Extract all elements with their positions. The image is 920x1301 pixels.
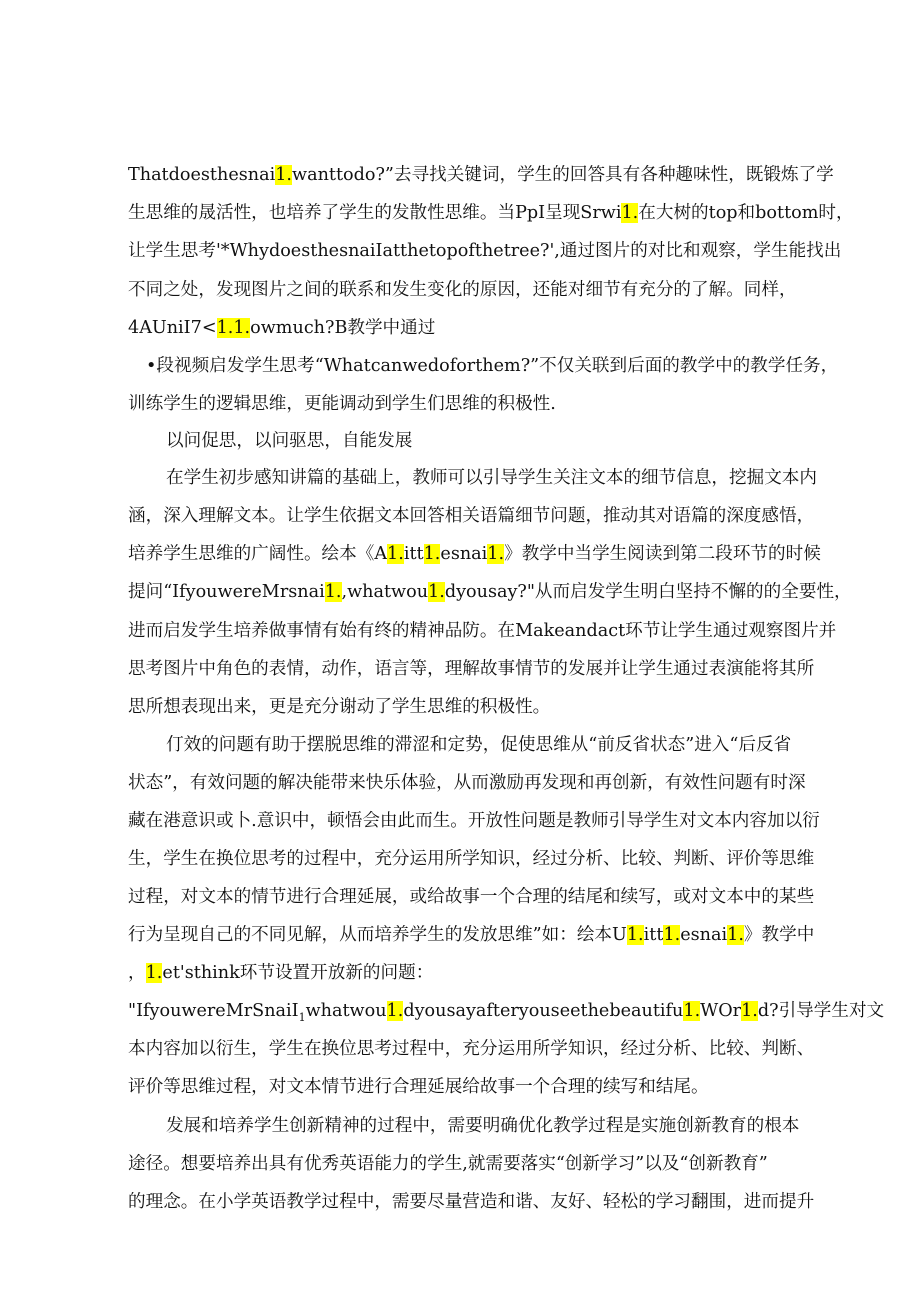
highlighted-text: 1. xyxy=(626,925,644,945)
paragraph-line xyxy=(166,463,817,493)
paragraph-line xyxy=(128,654,814,684)
paragraph-line xyxy=(128,1034,814,1064)
text-run: WOr xyxy=(700,1001,742,1021)
paragraph-line xyxy=(128,768,806,798)
highlighted-text: 1. xyxy=(683,1001,701,1021)
text-run: "IfyouwereMrSnaiI xyxy=(128,1001,299,1021)
paragraph-line xyxy=(128,996,884,1033)
paragraph-line xyxy=(128,1149,768,1179)
text-run: 途径。想要培养出具有优秀英语能力的学生,就需要落实“创新学习”以及“创新教育” xyxy=(128,1154,768,1174)
text-run: 发展和培养学生创新精神的过程中，需要明确优化教学过程是实施创新教育的根本 xyxy=(166,1116,800,1136)
text-run: 涵，深入理解文本。让学生依据文本回答相关语篇细节问题，推动其对语篇的深度感悟， xyxy=(128,506,815,526)
text-run: dyousay?"从而启发学生明白坚持不懈的的全要性， xyxy=(444,582,852,602)
paragraph-line xyxy=(128,501,814,531)
text-run: 生思维的晟活性，也培养了学生的发散性思维。当PpI呈现Srwi xyxy=(128,203,622,223)
highlighted-text: 1. xyxy=(741,1001,758,1021)
text-run: Thatdoesthesnai xyxy=(128,165,276,185)
highlighted-text: 1. xyxy=(428,582,445,602)
subscript-text: 1 xyxy=(298,1010,306,1024)
text-run: •段视频启发学生思考“Whatcanwedoforthem?”不仅关联到后面的教学中的教学任务， xyxy=(146,356,839,376)
paragraph-line xyxy=(166,1111,799,1141)
text-run: 在学生初步感知讲篇的基础上，教师可以引导学生关注文本的细节信息，挖掘文本内 xyxy=(166,468,817,488)
text-run: 状态”，有效问题的解决能带来快乐体验，从而激励再发现和再创新，有效性问题有时深 xyxy=(128,773,806,793)
text-run: 思所想表现出来，更是充分谢动了学生思维的积极性。 xyxy=(128,697,551,717)
highlighted-text: 1. xyxy=(621,203,639,223)
text-run: owmuch?B教学中通过 xyxy=(250,318,436,338)
highlighted-text: 1.1. xyxy=(216,318,251,338)
text-run: 训练学生的逻辑思维，更能调动到学生们思维的积极性. xyxy=(128,394,556,414)
highlighted-text: 1. xyxy=(324,582,342,602)
paragraph-line xyxy=(128,275,797,305)
text-run: 在大树的top和bottom时， xyxy=(638,203,854,223)
section-heading xyxy=(166,426,412,456)
text-run: 本内容加以衍生，学生在换位思考过程中，充分运用所学知识，经过分析、比较、判断、 xyxy=(128,1039,815,1059)
paragraph-line xyxy=(128,692,550,722)
paragraph-line xyxy=(128,198,854,228)
paragraph-line xyxy=(128,806,820,836)
highlighted-text: 1. xyxy=(386,1001,404,1021)
paragraph-line xyxy=(166,730,791,760)
paragraph-line xyxy=(128,236,841,266)
text-run: esnai xyxy=(680,925,728,945)
text-run: ,whatwou xyxy=(341,582,429,602)
paragraph-line xyxy=(146,351,838,381)
text-run: 》教学中 xyxy=(743,925,815,945)
text-run: 仃效的问题有助于摆脱思维的滞涩和定势，促使思维从“前反省状态”进入“后反省 xyxy=(166,735,792,755)
text-run: wanttodo?”去寻找关键词，学生的回答具有各种趣味性，既锻炼了学 xyxy=(292,165,834,185)
paragraph-line xyxy=(128,844,814,874)
paragraph-line xyxy=(128,313,435,343)
paragraph-line xyxy=(128,539,821,569)
text-run: 生，学生在换位思考的过程中，充分运用所学知识，经过分析、比较、判断、评价等思维 xyxy=(128,849,815,869)
highlighted-text: 1. xyxy=(145,963,163,983)
text-run: 不同之处，发现图片之间的联系和发生变化的原因，还能对细节有充分的了解。同样， xyxy=(128,280,797,300)
highlighted-text: 1. xyxy=(423,544,441,564)
paragraph-line xyxy=(128,958,433,988)
text-run: 评价等思维过程，对文本情节进行合理延展给故事一个合理的续写和结尾。 xyxy=(128,1077,709,1097)
highlighted-text: 1. xyxy=(387,544,404,564)
highlighted-text: 1. xyxy=(275,165,293,185)
text-run: itt xyxy=(643,925,664,945)
text-run: ， xyxy=(128,963,146,983)
text-run: dyousayafteryouseethebeautifu xyxy=(403,1001,684,1021)
paragraph-line xyxy=(128,616,836,646)
text-run: 培养学生思维的广阔性。绘本《A xyxy=(128,544,388,564)
text-run: 提问“IfyouwereMrsnai xyxy=(128,582,325,602)
paragraph-line xyxy=(128,882,814,912)
paragraph-line xyxy=(128,1187,814,1217)
paragraph-line xyxy=(128,389,556,419)
highlighted-text: 1. xyxy=(487,544,505,564)
text-run: 4AUniI7< xyxy=(128,318,217,338)
text-run: esnai xyxy=(440,544,488,564)
text-run: 让学生思考'*WhydoesthesnaiIatthetopofthetree?',通过图片的对比和观察，学生能找出 xyxy=(128,241,842,261)
text-run: 藏在港意识或卜.意识中，顿悟会由此而生。开放性问题是教师引导学生对文本内容加以衍 xyxy=(128,811,820,831)
text-run: 以问促思，以问驱思，自能发展 xyxy=(166,431,413,451)
text-run: et'sthink环节设置开放新的问题： xyxy=(162,963,434,983)
text-run: 行为呈现自己的不同见解，从而培养学生的发放思维”如：绘本U xyxy=(128,925,627,945)
paragraph-line xyxy=(128,920,814,950)
highlighted-text: 1. xyxy=(663,925,681,945)
text-run: 过程，对文本的情节进行合理延展，或给故事一个合理的结尾和续写，或对文本中的某些 xyxy=(128,887,815,907)
paragraph-line xyxy=(128,160,834,190)
text-run: whatwou xyxy=(305,1001,387,1021)
text-run: 思考图片中角色的表情，动作，语言等，理解故事情节的发展并让学生通过表演能将其所 xyxy=(128,659,815,679)
text-run: d?引导学生对文 xyxy=(757,1001,885,1021)
text-run: itt xyxy=(403,544,424,564)
text-run: 进而启发学生培养做事情有始有终的精神品防。在Makeandact环节让学生通过观察图片并 xyxy=(128,621,837,641)
highlighted-text: 1. xyxy=(727,925,744,945)
paragraph-line xyxy=(128,577,852,607)
text-run: 》教学中当学生阅读到第二段环节的时候 xyxy=(504,544,821,564)
paragraph-line xyxy=(128,1072,709,1102)
text-run: 的理念。在小学英语教学过程中，需要尽量营造和谐、友好、轻松的学习翻围，进而提升 xyxy=(128,1192,815,1212)
